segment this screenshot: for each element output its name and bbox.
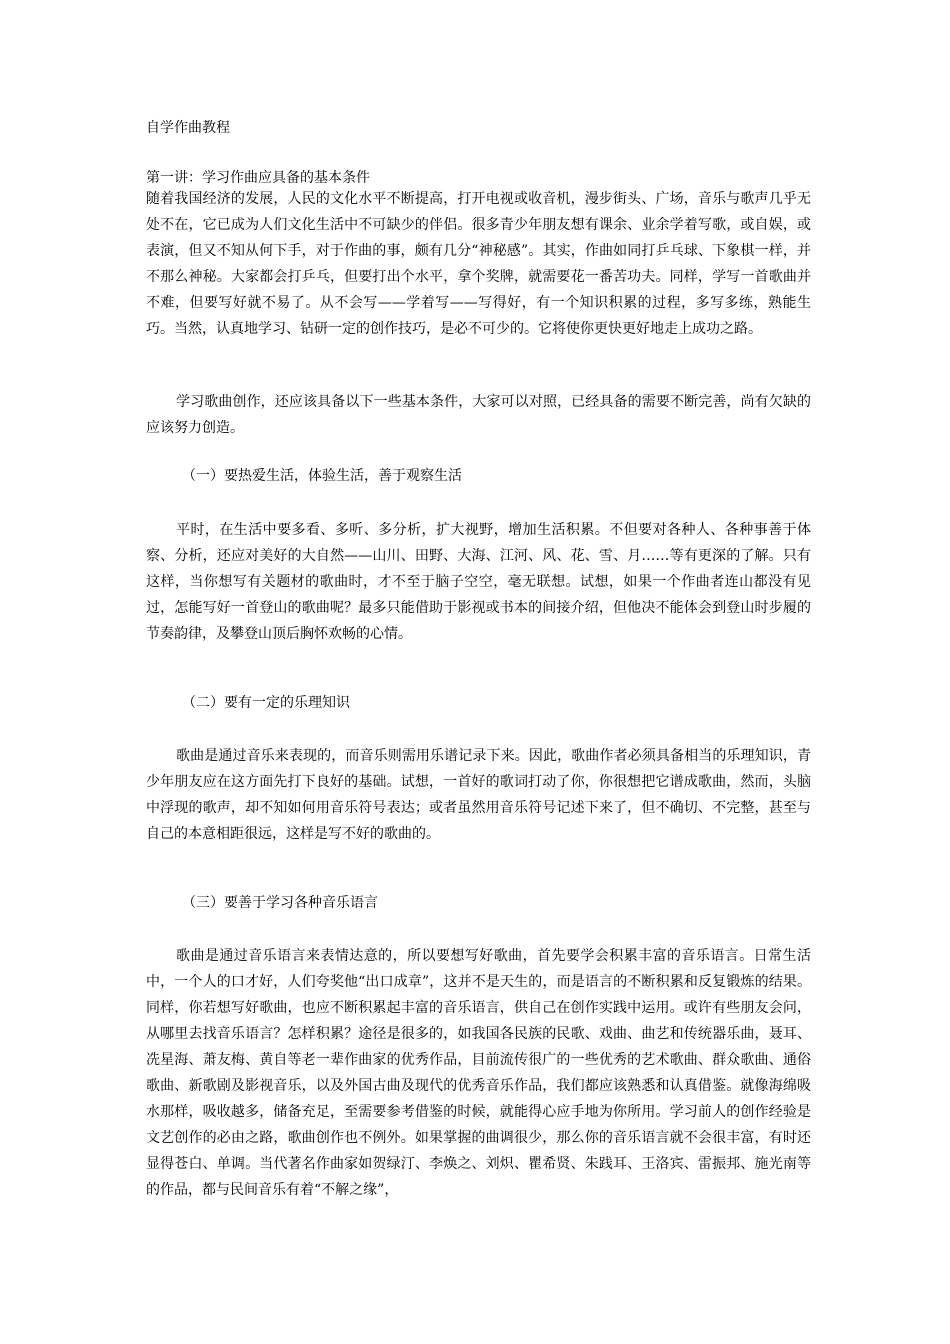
lecture-heading: 第一讲：学习作曲应具备的基本条件: [146, 170, 370, 186]
document-title: 自学作曲教程: [146, 120, 230, 136]
section-heading-2: （二）要有一定的乐理知识: [182, 695, 350, 711]
section-body-1: 平时，在生活中要多看、多听、多分析，扩大视野，增加生活积累。不但要对各种人、各种事善于体察、分析，还应对美好的大自然——山川、田野、大海、江河、风、花、雪、月……等有更深的了解。只有这样，当你想写有关题材的歌曲时，才不至于脑子空空，毫无联想。试想，如果一个作曲者连山都没有见过，怎能写好一首登山的歌曲呢？最多只能借助于影视或书本的间接介绍，但他决不能体会到登山时步履的节奏韵律，及攀登山顶后胸怀欢畅的心情。: [146, 522, 811, 642]
section-heading-1: （一）要热爱生活，体验生活，善于观察生活: [182, 468, 462, 484]
section-body-3: 歌曲是通过音乐语言来表情达意的，所以要想写好歌曲，首先要学会积累丰富的音乐语言。日常生活中，一个人的口才好，人们夸奖他“出口成章”，这并不是天生的，而是语言的不断积累和反复锻炼的结果。同样，你若想写好歌曲，也应不断积累起丰富的音乐语言，供自己在创作实践中运用。或许有些朋友会问，从哪里去找音乐语言？怎样积累？途径是很多的，如我国各民族的民歌、戏曲、曲艺和传统器乐曲，聂耳、冼星海、萧友梅、黄自等老一辈作曲家的优秀作品，目前流传很广的一些优秀的艺术歌曲、群众歌曲、通俗歌曲、新歌剧及影视音乐，以及外国古曲及现代的优秀音乐作品，我们都应该熟悉和认真借鉴。就像海绵吸水那样，吸收越多，储备充足，至需要参考借鉴的时候，就能得心应手地为你所用。学习前人的创作经验是文艺创作的必由之路，歌曲创作也不例外。如果掌握的曲调很少，那么你的音乐语言就不会很丰富，有时还显得苍白、单调。当代著名作曲家如贺绿汀、李焕之、刘炽、瞿希贤、朱践耳、王洛宾、雷振邦、施光南等的作品，都与民间音乐有着“不解之缘”，: [146, 948, 811, 1198]
section-body-2: 歌曲是通过音乐来表现的，而音乐则需用乐谱记录下来。因此，歌曲作者必须具备相当的乐理知识，青少年朋友应在这方面先打下良好的基础。试想，一首好的歌词打动了你，你很想把它谱成歌曲，然而，头脑中浮现的歌声，却不知如何用音乐符号表达；或者虽然用音乐符号记述下来了，但不确切、不完整，甚至与自己的本意相距很远，这样是写不好的歌曲的。: [146, 748, 811, 842]
section-heading-3: （三）要善于学习各种音乐语言: [182, 895, 378, 911]
intro-paragraph: 随着我国经济的发展，人民的文化水平不断提高，打开电视或收音机，漫步街头、广场，音乐与歌声几乎无处不在，它已成为人们文化生活中不可缺少的伴侣。很多青少年朋友想有课余、业余学着写歌，或自娱，或表演，但又不知从何下手，对于作曲的事，颇有几分“神秘感”。其实，作曲如同打乒乓球、下象棋一样，并不那么神秘。大家都会打乒乓，但要打出个水平，拿个奖牌，就需要花一番苦功夫。同样，学写一首歌曲并不难，但要写好就不易了。从不会写——学着写——写得好，有一个知识积累的过程，多写多练，熟能生巧。当然，认真地学习、钻研一定的创作技巧，是必不可少的。它将使你更快更好地走上成功之路。: [146, 191, 811, 337]
conditions-paragraph: 学习歌曲创作，还应该具备以下一些基本条件，大家可以对照，已经具备的需要不断完善，尚有欠缺的应该努力创造。: [146, 394, 811, 436]
